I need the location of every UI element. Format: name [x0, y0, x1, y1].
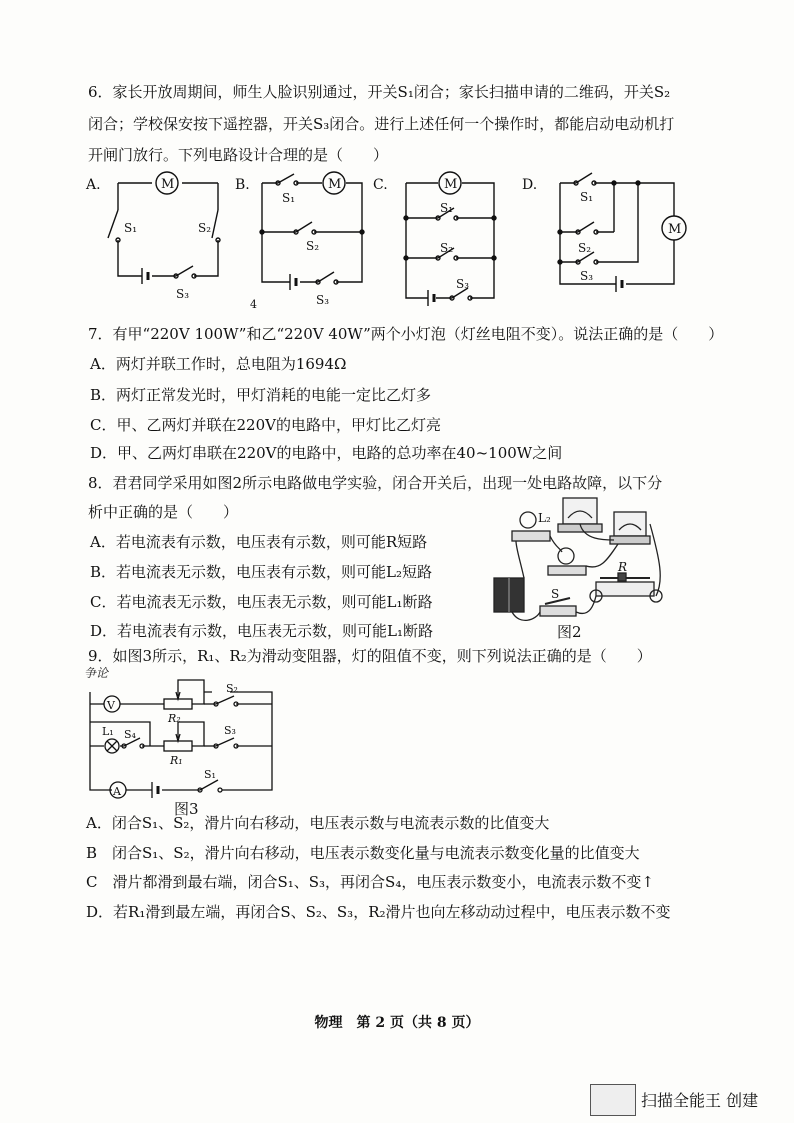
q7-option-a: A．两灯并联工作时，总电阻为1694Ω: [90, 355, 347, 373]
scanner-watermark: [590, 1082, 786, 1116]
svg-text:S₁: S₁: [282, 191, 296, 205]
q8-option-d: D．若电流表有示数，电压表无示数，则可能L₁断路: [90, 622, 434, 640]
q9-stem: 9．如图3所示，R₁、R₂为滑动变阻器，灯的阻值不变，则下列说法正确的是（ ）: [88, 647, 652, 665]
q6-motor-label: M: [668, 222, 682, 237]
svg-text:A: A: [113, 785, 121, 798]
qr-code-icon: [590, 1084, 636, 1116]
q8-stem-line1: 8．君君同学采用如图2所示电路做电学实验，闭合开关后，出现一处电路故障，以下分: [88, 474, 663, 492]
q9-handwritten-note: 争论: [84, 666, 109, 680]
q7-stem: 7．有甲“220V 100W”和乙“220V 40W”两个小灯泡（灯丝电阻不变）。说法正确的是（ ）: [88, 325, 724, 343]
q8-option-a: A．若电流表有示数，电压表有示数，则可能R短路: [90, 533, 428, 551]
q8-stem-line2: 析中正确的是（ ）: [88, 503, 239, 521]
q6-motor-label: M: [444, 177, 458, 192]
q9-option-d: D．若R₁滑到最左端，再闭合S、S₂、S₃，R₂滑片也向左移动动过程中，电压表示数不变: [86, 903, 671, 921]
figure-2-caption: 图2: [557, 623, 582, 641]
svg-text:S₃: S₃: [456, 277, 470, 291]
svg-text:S₃: S₃: [224, 724, 236, 737]
svg-text:S₃: S₃: [176, 287, 190, 301]
svg-text:S₂: S₂: [226, 682, 238, 695]
svg-text:4: 4: [250, 298, 257, 311]
svg-text:S₂: S₂: [440, 241, 454, 255]
q7-option-d: D．甲、乙两灯串联在220V的电路中，电路的总功率在40~100W之间: [90, 444, 563, 462]
figure-3-caption: 图3: [174, 800, 199, 818]
svg-text:S₁: S₁: [124, 221, 138, 235]
svg-text:S₂: S₂: [578, 241, 592, 255]
q6-motor-label: M: [161, 177, 175, 192]
q6-motor-label: M: [328, 177, 342, 192]
q6-label-c: C.: [373, 177, 388, 193]
q8-option-b: B．若电流表无示数，电压表有示数，则可能L₂短路: [90, 563, 432, 581]
svg-text:R₂: R₂: [168, 712, 181, 725]
svg-text:V: V: [107, 699, 115, 712]
svg-text:S₁: S₁: [580, 190, 594, 204]
svg-text:S: S: [551, 587, 560, 601]
q6-label-b: B.: [235, 177, 250, 193]
svg-text:S₁: S₁: [204, 768, 216, 781]
q6-stem-line1: 6．家长开放周期间，师生人脸识别通过，开关S₁闭合；家长扫描申请的二维码，开关S₂: [88, 83, 671, 101]
svg-text:S₂: S₂: [306, 239, 320, 253]
svg-text:S₂: S₂: [198, 221, 212, 235]
q9-option-b: B 闭合S₁、S₂，滑片向右移动，电压表示数变化量与电流表示数变化量的比值变大: [86, 844, 640, 862]
q9-option-a: A．闭合S₁、S₂，滑片向右移动，电压表示数与电流表示数的比值变大: [86, 814, 550, 832]
svg-text:S₃: S₃: [316, 293, 330, 307]
svg-text:R: R: [618, 560, 628, 574]
watermark-text: 扫描全能王 创建: [641, 1091, 759, 1110]
lamp-l1-icon: [105, 739, 119, 753]
q7-option-c: C．甲、乙两灯并联在220V的电路中，甲灯比乙灯亮: [90, 416, 441, 434]
q6-label-d: D.: [522, 177, 538, 193]
q7-option-b: B．两灯正常发光时，甲灯消耗的电能一定比乙灯多: [90, 386, 432, 404]
svg-text:L₁: L₁: [102, 725, 114, 738]
q6-stem-line3: 开闸门放行。下列电路设计合理的是（ ）: [88, 146, 389, 164]
q9-option-c: C 滑片都滑到最右端，闭合S₁、S₃，再闭合S₄，电压表示数变小，电流表示数不变↑: [86, 873, 654, 891]
q6-label-a: A.: [86, 177, 101, 193]
q6-stem-line2: 闭合；学校保安按下遥控器，开关S₃闭合。进行上述任何一个操作时，都能启动电动机打: [88, 115, 675, 133]
svg-text:R₁: R₁: [170, 754, 183, 767]
q8-option-c: C．若电流表无示数，电压表无示数，则可能L₁断路: [90, 593, 433, 611]
svg-text:S₄: S₄: [124, 728, 136, 741]
svg-text:S₁: S₁: [440, 201, 454, 215]
svg-text:L₂: L₂: [538, 511, 551, 525]
page-footer: 物理 第 2 页（共 8 页）: [314, 1015, 480, 1031]
svg-text:S₃: S₃: [580, 269, 594, 283]
